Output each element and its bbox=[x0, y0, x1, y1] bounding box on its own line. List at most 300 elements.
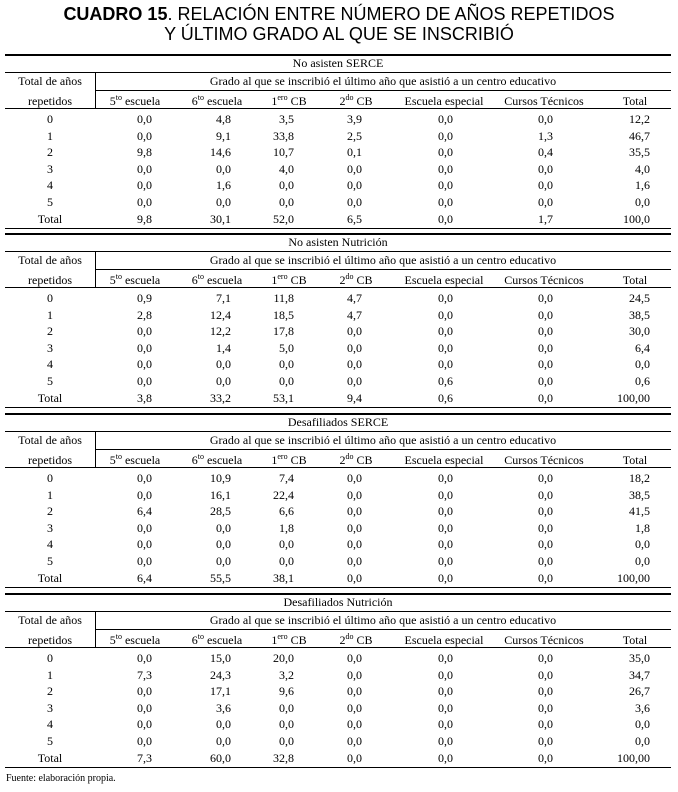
header-col-especial: Escuela especial bbox=[404, 453, 484, 467]
cell-col-2do: 0,0 bbox=[347, 651, 362, 665]
header-label: escuela bbox=[203, 94, 243, 108]
cell-col-6to: 55,5 bbox=[210, 570, 231, 585]
section-title: No asisten Nutrición bbox=[288, 235, 388, 249]
cell-col-cursos: 0,0 bbox=[538, 717, 553, 732]
cell-col-especial: 0,0 bbox=[438, 487, 453, 502]
cell-col-total: 3,6 bbox=[635, 700, 650, 715]
cell-col-5to: 0,0 bbox=[137, 471, 152, 485]
group-header-rule bbox=[95, 269, 671, 270]
cell-col-2do: 0,0 bbox=[347, 357, 362, 372]
row-label: 3 bbox=[47, 161, 53, 176]
row-label-total: Total bbox=[37, 750, 63, 765]
cell-col-6to: 0,0 bbox=[216, 520, 231, 535]
cell-col-total: 0,0 bbox=[635, 195, 650, 209]
header-label: CB bbox=[353, 94, 373, 108]
row-label: 3 bbox=[47, 340, 53, 355]
cell-col-2do: 0,0 bbox=[347, 667, 362, 682]
row-label: 1 bbox=[47, 487, 53, 502]
header-repeated: repetidos bbox=[28, 273, 72, 287]
header-group: Grado al que se inscribió el último año que asistió a un centro educativo bbox=[209, 433, 557, 447]
row-label: 4 bbox=[47, 178, 53, 193]
header-ordinal-number: 1 bbox=[271, 273, 278, 287]
section-title: Desafiliados SERCE bbox=[287, 415, 389, 429]
header-col-cursos: Cursos Técnicos bbox=[504, 453, 584, 467]
header-ordinal-suffix: to bbox=[115, 632, 122, 641]
row-label: 2 bbox=[47, 324, 53, 339]
header-label: CB bbox=[287, 453, 307, 467]
cell-col-cursos: 0,0 bbox=[538, 112, 553, 126]
cell-col-cursos: 0,0 bbox=[538, 161, 553, 176]
header-rule bbox=[5, 467, 671, 468]
section-title-rule bbox=[5, 431, 671, 432]
row-label: 0 bbox=[47, 471, 53, 485]
header-label: escuela bbox=[203, 633, 243, 647]
header-ordinal-suffix: to bbox=[197, 272, 204, 281]
cell-col-total: 100,00 bbox=[617, 750, 650, 765]
row-label: 1 bbox=[47, 307, 53, 322]
cell-col-1ero: 38,1 bbox=[273, 570, 294, 585]
row-label: 1 bbox=[47, 128, 53, 143]
cell-col-especial: 0,0 bbox=[438, 178, 453, 193]
cell-col-2do: 4,7 bbox=[347, 307, 362, 322]
cell-col-5to: 7,3 bbox=[137, 667, 152, 682]
header-ordinal-number: 2 bbox=[339, 94, 346, 108]
bottom-rule bbox=[5, 407, 671, 408]
cell-col-1ero: 4,0 bbox=[279, 161, 294, 176]
header-col-total: Total bbox=[622, 633, 648, 647]
header-ordinal-suffix: do bbox=[345, 272, 354, 281]
header-col-total: Total bbox=[622, 273, 648, 287]
header-label: CB bbox=[287, 633, 307, 647]
cell-col-5to: 3,8 bbox=[137, 390, 152, 405]
cell-col-6to: 0,0 bbox=[216, 357, 231, 372]
cell-col-especial: 0,0 bbox=[438, 554, 453, 568]
cell-col-total: 0,0 bbox=[635, 734, 650, 748]
header-label: escuela bbox=[203, 453, 243, 467]
header-repeated: repetidos bbox=[28, 94, 72, 108]
header-ordinal-number: 5 bbox=[109, 273, 116, 287]
cell-col-5to: 0,0 bbox=[137, 195, 152, 209]
cell-col-2do: 0,0 bbox=[347, 324, 362, 339]
cell-col-5to: 9,8 bbox=[137, 145, 152, 160]
cell-col-5to: 0,0 bbox=[137, 161, 152, 176]
cell-col-5to: 0,0 bbox=[137, 178, 152, 193]
cell-col-cursos: 0,0 bbox=[538, 324, 553, 339]
header-col-cursos: Cursos Técnicos bbox=[504, 273, 584, 287]
cell-col-cursos: 0,0 bbox=[538, 390, 553, 405]
cell-col-5to: 0,0 bbox=[137, 357, 152, 372]
cell-col-6to: 1,6 bbox=[216, 178, 231, 193]
header-ordinal-suffix: to bbox=[197, 632, 204, 641]
cell-col-2do: 0,0 bbox=[347, 471, 362, 485]
cell-col-total: 12,2 bbox=[629, 112, 650, 126]
cell-col-especial: 0,6 bbox=[438, 390, 453, 405]
row-label: 2 bbox=[47, 684, 53, 699]
cell-col-especial: 0,0 bbox=[438, 161, 453, 176]
header-col-cursos: Cursos Técnicos bbox=[504, 633, 584, 647]
row-label: 5 bbox=[47, 195, 53, 209]
row-label-total: Total bbox=[37, 390, 63, 405]
cell-col-total: 4,0 bbox=[635, 161, 650, 176]
cell-col-1ero: 9,6 bbox=[279, 684, 294, 699]
cell-col-2do: 0,0 bbox=[347, 340, 362, 355]
cell-col-1ero: 52,0 bbox=[273, 211, 294, 226]
cell-col-especial: 0,0 bbox=[438, 340, 453, 355]
cell-col-6to: 15,0 bbox=[210, 651, 231, 665]
cell-col-5to: 2,8 bbox=[137, 307, 152, 322]
cell-col-1ero: 10,7 bbox=[273, 145, 294, 160]
cell-col-total: 0,0 bbox=[635, 717, 650, 732]
cell-col-6to: 33,2 bbox=[210, 390, 231, 405]
cell-col-6to: 0,0 bbox=[216, 537, 231, 552]
cell-col-total: 30,0 bbox=[629, 324, 650, 339]
header-ordinal-number: 2 bbox=[339, 453, 346, 467]
cell-col-2do: 0,0 bbox=[347, 537, 362, 552]
cell-col-1ero: 17,8 bbox=[273, 324, 294, 339]
cell-col-cursos: 0,0 bbox=[538, 700, 553, 715]
cell-col-1ero: 7,4 bbox=[279, 471, 294, 485]
header-col-especial: Escuela especial bbox=[404, 273, 484, 287]
cell-col-1ero: 1,8 bbox=[279, 520, 294, 535]
sub-table bbox=[5, 233, 671, 408]
title-line-1 bbox=[0, 4, 678, 24]
row-label: 5 bbox=[47, 554, 53, 568]
row-label: 4 bbox=[47, 537, 53, 552]
cell-col-total: 1,8 bbox=[635, 520, 650, 535]
cell-col-2do: 0,0 bbox=[347, 520, 362, 535]
cell-col-especial: 0,0 bbox=[438, 211, 453, 226]
header-label: CB bbox=[287, 94, 307, 108]
header-total-years: Total de años bbox=[18, 433, 82, 447]
cell-col-5to: 0,0 bbox=[137, 651, 152, 665]
header-ordinal-number: 6 bbox=[191, 453, 198, 467]
cell-col-5to: 0,0 bbox=[137, 700, 152, 715]
cell-col-6to: 0,0 bbox=[216, 161, 231, 176]
cell-col-6to: 0,0 bbox=[216, 717, 231, 732]
source-note: Fuente: elaboración propia. bbox=[6, 773, 116, 784]
cell-col-1ero: 0,0 bbox=[279, 717, 294, 732]
cell-col-2do: 0,0 bbox=[347, 374, 362, 388]
cell-col-cursos: 0,0 bbox=[538, 537, 553, 552]
cell-col-6to: 3,6 bbox=[216, 700, 231, 715]
cell-col-1ero: 0,0 bbox=[279, 734, 294, 748]
row-label-total: Total bbox=[37, 570, 63, 585]
cell-col-total: 0,0 bbox=[635, 357, 650, 372]
header-ordinal-number: 1 bbox=[271, 94, 278, 108]
header-total-years: Total de años bbox=[18, 253, 82, 267]
header-rule bbox=[5, 647, 671, 648]
header-repeated: repetidos bbox=[28, 453, 72, 467]
header-total-years: Total de años bbox=[18, 613, 82, 627]
cell-col-cursos: 0,0 bbox=[538, 684, 553, 699]
cell-col-2do: 0,0 bbox=[347, 195, 362, 209]
cell-col-especial: 0,0 bbox=[438, 291, 453, 305]
cell-col-total: 24,5 bbox=[629, 291, 650, 305]
cell-col-cursos: 0,0 bbox=[538, 734, 553, 748]
cell-col-6to: 7,1 bbox=[216, 291, 231, 305]
cell-col-cursos: 0,0 bbox=[538, 471, 553, 485]
cell-col-especial: 0,0 bbox=[438, 734, 453, 748]
header-ordinal-number: 5 bbox=[109, 94, 116, 108]
cell-col-cursos: 0,0 bbox=[538, 554, 553, 568]
cell-col-1ero: 6,6 bbox=[279, 504, 294, 519]
cell-col-total: 35,0 bbox=[629, 651, 650, 665]
cell-col-1ero: 11,8 bbox=[273, 291, 294, 305]
header-repeated: repetidos bbox=[28, 633, 72, 647]
cell-col-cursos: 0,0 bbox=[538, 570, 553, 585]
bottom-rule bbox=[5, 228, 671, 229]
header-group: Grado al que se inscribió el último año que asistió a un centro educativo bbox=[209, 613, 557, 627]
group-header-rule bbox=[95, 90, 671, 91]
title-line-2: Y ÚLTIMO GRADO AL QUE SE INSCRIBIÓ bbox=[164, 24, 514, 44]
cell-col-1ero: 5,0 bbox=[279, 340, 294, 355]
cell-col-cursos: 0,0 bbox=[538, 520, 553, 535]
row-label: 0 bbox=[47, 291, 53, 305]
cell-col-especial: 0,0 bbox=[438, 357, 453, 372]
header-ordinal-suffix: do bbox=[345, 452, 354, 461]
cell-col-1ero: 3,5 bbox=[279, 112, 294, 126]
cell-col-cursos: 0,0 bbox=[538, 178, 553, 193]
row-label: 2 bbox=[47, 504, 53, 519]
cell-col-5to: 0,0 bbox=[137, 537, 152, 552]
bottom-rule bbox=[5, 767, 671, 768]
header-ordinal-suffix: to bbox=[115, 93, 122, 102]
cell-col-6to: 12,2 bbox=[210, 324, 231, 339]
cell-col-5to: 6,4 bbox=[137, 570, 152, 585]
cell-col-5to: 0,0 bbox=[137, 554, 152, 568]
cell-col-total: 35,5 bbox=[629, 145, 650, 160]
header-ordinal-suffix: to bbox=[115, 452, 122, 461]
cell-col-cursos: 0,0 bbox=[538, 357, 553, 372]
cell-col-5to: 0,0 bbox=[137, 112, 152, 126]
cell-col-2do: 0,0 bbox=[347, 717, 362, 732]
cell-col-especial: 0,0 bbox=[438, 145, 453, 160]
cell-col-1ero: 32,8 bbox=[273, 750, 294, 765]
cell-col-total: 46,7 bbox=[629, 128, 650, 143]
header-ordinal-suffix: do bbox=[345, 93, 354, 102]
cell-col-6to: 10,9 bbox=[210, 471, 231, 485]
cell-col-cursos: 0,0 bbox=[538, 340, 553, 355]
title-prefix: CUADRO 15 bbox=[63, 4, 168, 24]
header-col-especial: Escuela especial bbox=[404, 94, 484, 108]
cell-col-6to: 30,1 bbox=[210, 211, 231, 226]
header-rule bbox=[5, 108, 671, 109]
cell-col-5to: 9,8 bbox=[137, 211, 152, 226]
cell-col-especial: 0,6 bbox=[438, 374, 453, 388]
cell-col-cursos: 0,0 bbox=[538, 374, 553, 388]
cell-col-especial: 0,0 bbox=[438, 700, 453, 715]
cell-col-especial: 0,0 bbox=[438, 520, 453, 535]
cell-col-6to: 1,4 bbox=[216, 340, 231, 355]
cell-col-2do: 0,1 bbox=[347, 145, 362, 160]
cell-col-6to: 17,1 bbox=[210, 684, 231, 699]
header-ordinal-suffix: to bbox=[197, 452, 204, 461]
cell-col-6to: 4,8 bbox=[216, 112, 231, 126]
row-label: 4 bbox=[47, 717, 53, 732]
cell-col-especial: 0,0 bbox=[438, 112, 453, 126]
cell-col-6to: 0,0 bbox=[216, 374, 231, 388]
cell-col-1ero: 20,0 bbox=[273, 651, 294, 665]
header-ordinal-number: 1 bbox=[271, 453, 278, 467]
section-title-rule bbox=[5, 72, 671, 73]
cell-col-5to: 0,9 bbox=[137, 291, 152, 305]
cell-col-1ero: 33,8 bbox=[273, 128, 294, 143]
cell-col-especial: 0,0 bbox=[438, 537, 453, 552]
cell-col-total: 41,5 bbox=[629, 504, 650, 519]
header-ordinal-suffix: ero bbox=[277, 93, 288, 102]
cell-col-2do: 0,0 bbox=[347, 734, 362, 748]
cell-col-1ero: 22,4 bbox=[273, 487, 294, 502]
cell-col-1ero: 0,0 bbox=[279, 195, 294, 209]
header-col-especial: Escuela especial bbox=[404, 633, 484, 647]
section-title: No asisten SERCE bbox=[292, 56, 384, 70]
header-ordinal-suffix: to bbox=[197, 93, 204, 102]
bottom-rule bbox=[5, 587, 671, 588]
header-ordinal-suffix: ero bbox=[277, 632, 288, 641]
cell-col-total: 0,0 bbox=[635, 537, 650, 552]
cell-col-total: 0,0 bbox=[635, 554, 650, 568]
header-group: Grado al que se inscribió el último año que asistió a un centro educativo bbox=[209, 74, 557, 88]
cell-col-2do: 0,0 bbox=[347, 554, 362, 568]
header-col-total: Total bbox=[622, 94, 648, 108]
cell-col-2do: 0,0 bbox=[347, 700, 362, 715]
row-label-total: Total bbox=[37, 211, 63, 226]
cell-col-1ero: 53,1 bbox=[273, 390, 294, 405]
cell-col-6to: 28,5 bbox=[210, 504, 231, 519]
row-label: 4 bbox=[47, 357, 53, 372]
table-title bbox=[0, 4, 678, 44]
header-ordinal-suffix: do bbox=[345, 632, 354, 641]
group-header-rule bbox=[95, 629, 671, 630]
cell-col-especial: 0,0 bbox=[438, 195, 453, 209]
header-ordinal-suffix: ero bbox=[277, 272, 288, 281]
header-group: Grado al que se inscribió el último año que asistió a un centro educativo bbox=[209, 253, 557, 267]
cell-col-cursos: 0,0 bbox=[538, 504, 553, 519]
header-label: escuela bbox=[121, 633, 161, 647]
cell-col-5to: 6,4 bbox=[137, 504, 152, 519]
cell-col-1ero: 0,0 bbox=[279, 554, 294, 568]
cell-col-2do: 0,0 bbox=[347, 684, 362, 699]
cell-col-cursos: 0,0 bbox=[538, 195, 553, 209]
cell-col-2do: 6,5 bbox=[347, 211, 362, 226]
sub-table bbox=[5, 413, 671, 588]
cell-col-2do: 4,7 bbox=[347, 291, 362, 305]
cell-col-total: 38,5 bbox=[629, 487, 650, 502]
sub-table bbox=[5, 54, 671, 229]
cell-col-especial: 0,0 bbox=[438, 570, 453, 585]
header-rule bbox=[5, 287, 671, 288]
cell-col-5to: 0,0 bbox=[137, 717, 152, 732]
header-label: CB bbox=[353, 273, 373, 287]
row-label: 3 bbox=[47, 700, 53, 715]
header-ordinal-number: 5 bbox=[109, 633, 116, 647]
header-ordinal-number: 2 bbox=[339, 633, 346, 647]
cell-col-2do: 0,0 bbox=[347, 178, 362, 193]
cell-col-1ero: 0,0 bbox=[279, 537, 294, 552]
header-label: escuela bbox=[121, 453, 161, 467]
row-label: 5 bbox=[47, 734, 53, 748]
cell-col-1ero: 0,0 bbox=[279, 374, 294, 388]
cell-col-6to: 12,4 bbox=[210, 307, 231, 322]
row-label: 3 bbox=[47, 520, 53, 535]
cell-col-5to: 0,0 bbox=[137, 520, 152, 535]
section-title: Desafiliados Nutrición bbox=[283, 595, 393, 609]
row-label: 0 bbox=[47, 112, 53, 126]
cell-col-especial: 0,0 bbox=[438, 504, 453, 519]
header-ordinal-number: 5 bbox=[109, 453, 116, 467]
cell-col-6to: 14,6 bbox=[210, 145, 231, 160]
header-ordinal-suffix: to bbox=[115, 272, 122, 281]
cell-col-5to: 0,0 bbox=[137, 374, 152, 388]
cell-col-5to: 0,0 bbox=[137, 684, 152, 699]
cell-col-1ero: 18,5 bbox=[273, 307, 294, 322]
cell-col-total: 38,5 bbox=[629, 307, 650, 322]
header-col-cursos: Cursos Técnicos bbox=[504, 94, 584, 108]
cell-col-5to: 0,0 bbox=[137, 734, 152, 748]
cell-col-cursos: 0,0 bbox=[538, 291, 553, 305]
cell-col-1ero: 0,0 bbox=[279, 700, 294, 715]
cell-col-especial: 0,0 bbox=[438, 307, 453, 322]
header-ordinal-suffix: ero bbox=[277, 452, 288, 461]
cell-col-6to: 0,0 bbox=[216, 554, 231, 568]
header-label: escuela bbox=[121, 273, 161, 287]
group-header-rule bbox=[95, 449, 671, 450]
header-ordinal-number: 2 bbox=[339, 273, 346, 287]
cell-col-total: 34,7 bbox=[629, 667, 650, 682]
cell-col-cursos: 0,0 bbox=[538, 651, 553, 665]
cell-col-especial: 0,0 bbox=[438, 717, 453, 732]
cell-col-1ero: 0,0 bbox=[279, 357, 294, 372]
header-ordinal-number: 6 bbox=[191, 633, 198, 647]
cell-col-especial: 0,0 bbox=[438, 684, 453, 699]
section-title-rule bbox=[5, 251, 671, 252]
cell-col-total: 100,00 bbox=[617, 390, 650, 405]
cell-col-6to: 16,1 bbox=[210, 487, 231, 502]
cell-col-1ero: 3,2 bbox=[279, 667, 294, 682]
cell-col-5to: 7,3 bbox=[137, 750, 152, 765]
title-text-1: . RELACIÓN ENTRE NÚMERO DE AÑOS REPETIDOS bbox=[167, 4, 615, 24]
cell-col-5to: 0,0 bbox=[137, 324, 152, 339]
cell-col-especial: 0,0 bbox=[438, 324, 453, 339]
cell-col-cursos: 0,0 bbox=[538, 307, 553, 322]
row-label: 2 bbox=[47, 145, 53, 160]
header-label: escuela bbox=[121, 94, 161, 108]
cell-col-total: 100,00 bbox=[617, 570, 650, 585]
cell-col-2do: 0,0 bbox=[347, 570, 362, 585]
cell-col-6to: 0,0 bbox=[216, 734, 231, 748]
cell-col-total: 18,2 bbox=[629, 471, 650, 485]
cell-col-total: 6,4 bbox=[635, 340, 650, 355]
cell-col-total: 0,6 bbox=[635, 374, 650, 388]
cell-col-2do: 0,0 bbox=[347, 750, 362, 765]
cell-col-especial: 0,0 bbox=[438, 471, 453, 485]
cell-col-6to: 24,3 bbox=[210, 667, 231, 682]
cell-col-especial: 0,0 bbox=[438, 750, 453, 765]
header-ordinal-number: 6 bbox=[191, 273, 198, 287]
cell-col-total: 100,0 bbox=[623, 211, 650, 226]
row-label: 0 bbox=[47, 651, 53, 665]
cell-col-6to: 60,0 bbox=[210, 750, 231, 765]
cell-col-2do: 0,0 bbox=[347, 504, 362, 519]
cell-col-especial: 0,0 bbox=[438, 128, 453, 143]
header-col-total: Total bbox=[622, 453, 648, 467]
cell-col-2do: 2,5 bbox=[347, 128, 362, 143]
header-label: escuela bbox=[203, 273, 243, 287]
row-label: 5 bbox=[47, 374, 53, 388]
cell-col-2do: 3,9 bbox=[347, 112, 362, 126]
cell-col-2do: 0,0 bbox=[347, 161, 362, 176]
cell-col-6to: 0,0 bbox=[216, 195, 231, 209]
